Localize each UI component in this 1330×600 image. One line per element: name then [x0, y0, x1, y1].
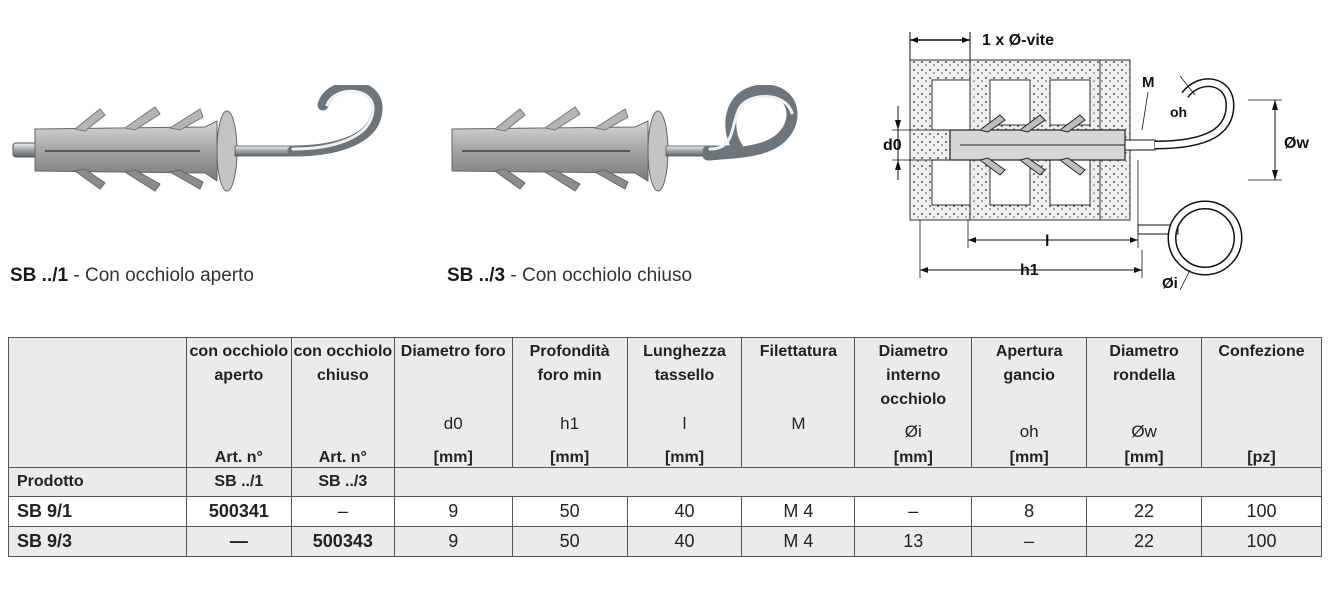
header-cell-h1	[512, 338, 627, 468]
table-row	[9, 497, 1322, 527]
installation-diagram	[880, 20, 1320, 310]
diagram-h1-label: h1	[1020, 262, 1039, 279]
header-cell-pack	[1202, 338, 1322, 468]
art-closed: –	[291, 497, 394, 527]
header-title: Diametro interno occhiolo	[878, 343, 948, 408]
header-symbol: d0	[443, 414, 463, 433]
header-unit: [pz]	[1247, 449, 1276, 466]
caption-open-hook-separator: -	[68, 265, 85, 286]
caption-closed-eye-desc: Con occhiolo chiuso	[521, 265, 693, 286]
header-cell-open	[186, 338, 291, 468]
header-cell-l	[627, 338, 742, 468]
caption-closed-eye	[447, 265, 692, 287]
header-title: Filettatura	[759, 343, 838, 360]
table-header-row	[9, 338, 1322, 468]
header-symbol: Øi	[904, 422, 922, 441]
header-symbol: oh	[1019, 422, 1039, 441]
header-title: Confezione	[1218, 343, 1305, 360]
cell-oi: –	[855, 497, 972, 527]
cell-pack: 100	[1202, 527, 1322, 557]
table-product-row	[9, 468, 1322, 497]
cell-d0: 9	[394, 497, 512, 527]
product-row-col1: SB ../1	[186, 468, 291, 497]
header-cell-closed	[291, 338, 394, 468]
header-cell-empty	[9, 338, 187, 468]
header-unit: Art. n°	[318, 449, 367, 466]
header-title: Diametro rondella	[1109, 343, 1179, 384]
header-cell-oh	[972, 338, 1087, 468]
header-unit: [mm]	[1009, 449, 1049, 466]
product-image-closed-eye	[440, 85, 810, 215]
diagram-ow-label: Øw	[1284, 135, 1309, 152]
diagram-M-label: M	[1142, 74, 1155, 91]
header-title: Apertura gancio	[995, 343, 1063, 384]
cell-M: M 4	[742, 527, 855, 557]
caption-open-hook-code: SB ../1	[10, 265, 69, 286]
header-title: Profondità foro min	[529, 343, 610, 384]
product-row-label: Prodotto	[9, 468, 187, 497]
product-row-empty	[394, 468, 1321, 497]
header-cell-oi	[855, 338, 972, 468]
header-unit: Art. n°	[214, 449, 263, 466]
header-cell-d0	[394, 338, 512, 468]
cell-oh: 8	[972, 497, 1087, 527]
header-unit: [mm]	[664, 449, 705, 466]
cell-h1: 50	[512, 497, 627, 527]
art-open: —	[186, 527, 291, 557]
diagram-d0-label: d0	[883, 137, 902, 154]
cell-pack: 100	[1202, 497, 1322, 527]
row-label: SB 9/1	[9, 497, 187, 527]
caption-closed-eye-code: SB ../3	[447, 265, 506, 286]
cell-d0: 9	[394, 527, 512, 557]
table-row	[9, 527, 1322, 557]
diagram-screw-label: 1 x Ø-vite	[982, 32, 1055, 49]
header-symbol: h1	[560, 414, 580, 433]
header-title: con occhiolo aperto	[189, 343, 289, 384]
header-symbol: M	[791, 414, 806, 433]
diagram-oh-label: oh	[1170, 104, 1188, 120]
cell-l: 40	[627, 527, 742, 557]
header-symbol: Øw	[1131, 422, 1157, 441]
cell-l: 40	[627, 497, 742, 527]
header-unit: [mm]	[893, 449, 933, 466]
product-image-open-hook	[5, 85, 395, 215]
row-label: SB 9/3	[9, 527, 187, 557]
art-open: 500341	[186, 497, 291, 527]
diagram-l-label: l	[1045, 233, 1050, 250]
cell-ow: 22	[1087, 497, 1202, 527]
cell-ow: 22	[1087, 527, 1202, 557]
spec-table	[8, 337, 1322, 557]
header-unit: [mm]	[1124, 449, 1164, 466]
header-cell-ow	[1087, 338, 1202, 468]
caption-open-hook-desc: Con occhiolo aperto	[84, 265, 254, 286]
diagram-oi-label: Øi	[1162, 275, 1178, 292]
header-title: Diametro foro	[400, 343, 506, 360]
caption-closed-eye-separator: -	[505, 265, 522, 286]
header-unit: [mm]	[550, 449, 590, 466]
cell-oi: 13	[855, 527, 972, 557]
header-title: Lunghezza tassello	[643, 343, 726, 384]
product-row-col2: SB ../3	[291, 468, 394, 497]
cell-h1: 50	[512, 527, 627, 557]
header-title: con occhiolo chiuso	[293, 343, 393, 384]
cell-M: M 4	[742, 497, 855, 527]
header-symbol: l	[682, 414, 687, 433]
header-unit: [mm]	[433, 449, 473, 466]
art-closed: 500343	[291, 527, 394, 557]
header-cell-M	[742, 338, 855, 468]
cell-oh: –	[972, 527, 1087, 557]
caption-open-hook	[10, 265, 254, 287]
